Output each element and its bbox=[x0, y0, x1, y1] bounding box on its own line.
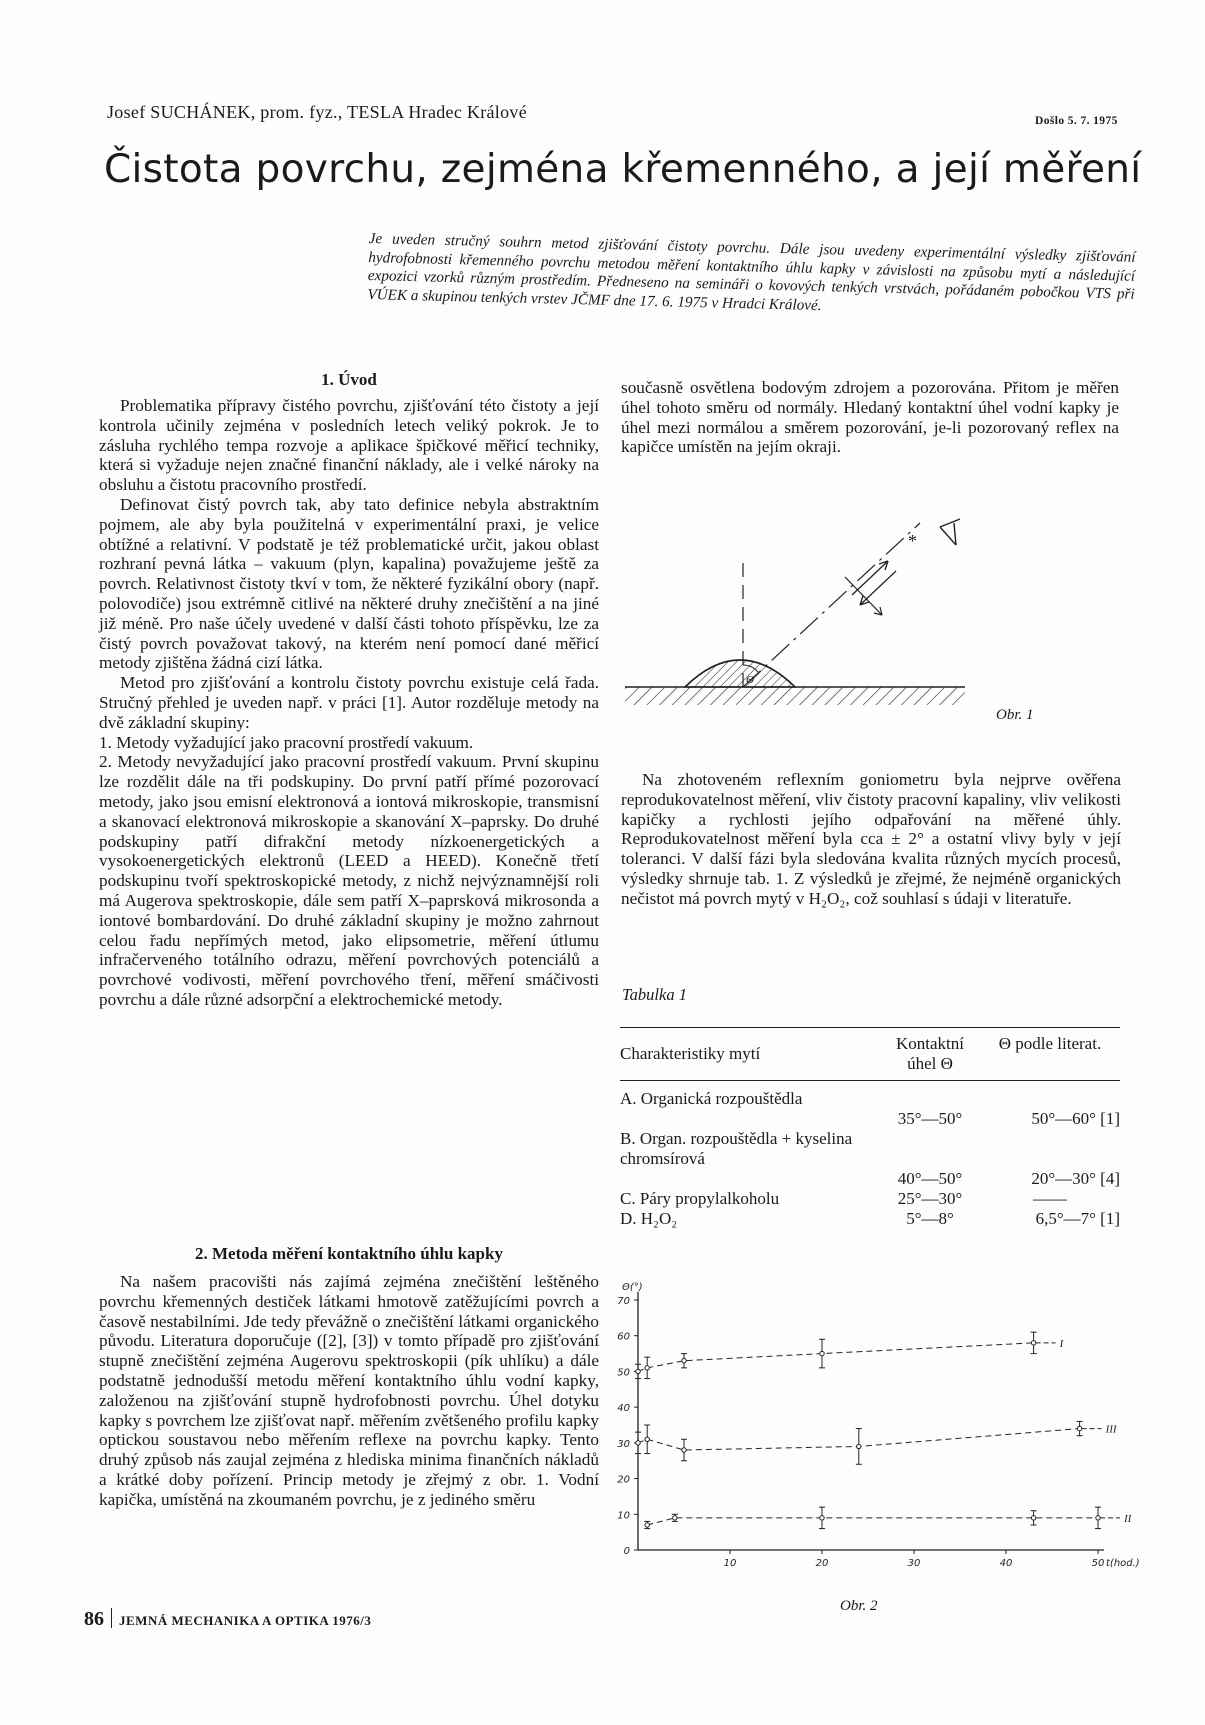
abstract: Je uveden stručný souhrn metod zjišťování čistoty povrchu. Dále jsou uvedeny experimentální výsledky zjišťování hydrofobnosti křemenného povrchu metodou měření kontaktního úhlu kapky v závislosti na způsobu mytí a následující expozici vzorků různým prostředím. Předneseno na semináři o kovových tenkých vrstvách, pořádaném pobočkou VTS při VÚEK a skupinou tenkých vrstev JČMF dne 17. 6. 1975 v Hradci Králové. bbox=[367, 230, 1136, 314]
table-header: Kontaktní úhel Θ bbox=[880, 1028, 980, 1081]
results-paragraph: Na zhotoveném reflexním goniometru byla nejprve ověřena reprodukovatelnost měření, vliv čistoty pracovní kapaliny, vliv velikosti kapičky a rychlosti jejího odpařování na měřené úhly. Reprodukovatelnost měření byla cca ± 2° a ostatní vlivy byly v její toleranci. V další fázi byla sledována kvalita různých mycích procesů, výsledky shrnuje tab. 1. Z výsledků je zřejmé, že nejméně organických nečistot má povrch mytý v H₂O₂, což souhlasí s údaji v literatuře. bbox=[621, 770, 1121, 908]
table-header-row bbox=[620, 1028, 1120, 1081]
data-point bbox=[636, 1441, 640, 1445]
continuation-paragraph: současně osvětlena bodovým zdrojem a pozorována. Přitom je měřen úhel tohoto směru od normály. Hledaný kontaktní úhel vodní kapky je úhel mezi normálou a směrem pozorování, je-li pozorovaný reflex na kapičce umístěn na jejím okraji. bbox=[621, 378, 1119, 457]
data-point bbox=[645, 1437, 649, 1441]
y-tick-label: 70 bbox=[617, 1296, 630, 1307]
intro-list-item: 2. Metody nevyžadující jako pracovní prostředí vakuum. První skupinu lze rozdělit dále na tři podskupiny. Do první patří přímé pozorovací metody, jako jsou emisní elektronová a iontová mikroskopie, transmisní a skanovací elektronová mikroskopie a skanování X–paprsky. Do druhé podskupiny patří difrakční metody nízkoenergetických a vysokoenergetických elektronů (LEED a HEED). Konečně třetí podskupinu tvoří spektroskopické metody, z nichž nejvýznamnější roli má Augerova spektroskopie, dále sem patří X–paprsková mikrosonda a iontové bombardování. Do druhé základní skupiny je možno zahrnout celou řadu nepřímých metod, jako elipsometrie, měření útlumu infračerveného totálního odrazu, měření povrchových potenciálů a povrchové vodivosti, měření povrchového tření, měření smáčivosti povrchu a dále různé adsorpční a elektrochemické metody. bbox=[99, 752, 599, 1009]
results-table bbox=[620, 1027, 1120, 1229]
y-tick-label: 0 bbox=[623, 1546, 630, 1557]
figure-2-chart bbox=[612, 1280, 1140, 1590]
table-row bbox=[620, 1189, 1120, 1209]
table-cell: D. H₂O₂ bbox=[620, 1209, 678, 1228]
journal-name: JEMNÁ MECHANIKA A OPTIKA 1976/3 bbox=[119, 1613, 372, 1628]
y-tick-label: 10 bbox=[617, 1510, 630, 1522]
figure-1-diagram bbox=[620, 515, 1040, 730]
received-date: Došlo 5. 7. 1975 bbox=[1035, 115, 1118, 127]
page-footer bbox=[84, 1608, 371, 1631]
data-point bbox=[682, 1359, 686, 1363]
intro-list-item: 1. Metody vyžadující jako pracovní prostředí vakuum. bbox=[99, 732, 474, 752]
crossing-mark bbox=[845, 577, 882, 615]
series-label: I bbox=[1059, 1337, 1064, 1350]
right-column-top bbox=[621, 378, 1119, 457]
method-paragraph: Na našem pracovišti nás zajímá zejména znečištění leštěného povrchu křemenných destiček látkami hmotově zatěžujícími povrch a časově nestabilními. Jde tedy převážně o znečištění látkami organického původu. Literatura doporučuje ([2], [3]) v tomto případě pro zjišťování stupně znečištění zejména Augerovu spektroskopii (pík uhlíku) a dále podstatně jednodušší metodu měření kontaktního úhlu vodní kapky, založenou na zjišťování stupně hydrofobnosti povrchu. Úhel dotyku kapky s povrchem lze zjišťovat např. měřením zvětšeného profilu kapky optickou soustavou nebo měřením reflexe na povrchu kapky. Tento druhý způsob nás zaujal zejména z hlediska minima finančních nákladů a krátké doby pořízení. Princip metody je zřejmý z obr. 1. Vodní kapička, umístěná na zkoumaném povrchu, je z jediného směru bbox=[99, 1272, 599, 1509]
y-tick-label: 20 bbox=[617, 1474, 630, 1486]
data-point bbox=[645, 1523, 649, 1527]
data-point bbox=[645, 1366, 649, 1370]
article-title: Čistota povrchu, zejména křemenného, a její měření bbox=[104, 147, 1142, 192]
x-tick-label: 40 bbox=[999, 1558, 1013, 1569]
y-tick-label: 40 bbox=[617, 1403, 630, 1415]
table-header: Θ podle literat. bbox=[980, 1028, 1120, 1081]
figure-1-caption: Obr. 1 bbox=[996, 707, 1034, 723]
data-point bbox=[636, 1369, 640, 1373]
series-label: II bbox=[1124, 1512, 1132, 1525]
y-tick-label: 50 bbox=[617, 1367, 630, 1379]
intro-paragraph: Problematika přípravy čistého povrchu, zjišťování této čistoty a její kontrola učinily zejména v posledních letech veliký pokrok. Je to zásluha rychlého tempa rozvoje a aplikace špičkové měřicí techniky, která si vyžaduje nejen značné finanční náklady, ale i velké nároky na obsluhu a čistotu pracovního prostředí. bbox=[99, 396, 599, 495]
series-label: III bbox=[1105, 1423, 1117, 1436]
table-row bbox=[620, 1209, 1120, 1229]
x-tick-label: 20 bbox=[815, 1558, 829, 1569]
right-column-results bbox=[621, 770, 1121, 909]
intro-body bbox=[99, 396, 599, 1010]
footer-divider bbox=[111, 1608, 112, 1628]
table-cell: 40°—50° bbox=[897, 1169, 963, 1188]
data-point bbox=[1096, 1516, 1100, 1520]
intro-paragraph: Definovat čistý povrch tak, aby tato definice nebyla abstraktním pojmem, ale aby byla použitelná v experimentální praxi, je velice obtížné a relativní. V podstatě je též problematické určit, jakou oblast rozhraní pevná látka – vakuum (plyn, kapalina) považujeme ještě za povrch. Relativnost čistoty tkví v tom, že některé fyzikální obory (např. polovodiče) jsou extrémně citlivé na některé druhy znečištění a na jiné již méně. Pro naše účely uvedené v další části tohoto příspěvku, lze za čistý povrch považovat takový, na kterém není pomocí dané měřicí metody zjištěna žádná cizí látka. bbox=[99, 494, 599, 673]
observation-line bbox=[743, 523, 920, 687]
data-point bbox=[1031, 1516, 1035, 1520]
table-cell: A. Organická rozpouštědla bbox=[620, 1089, 803, 1108]
light-arrows bbox=[852, 561, 896, 605]
data-point bbox=[1077, 1426, 1081, 1430]
point-source-star: * bbox=[908, 531, 917, 551]
theta-label: Θ bbox=[746, 674, 754, 686]
data-point bbox=[682, 1448, 686, 1452]
x-tick-label: 10 bbox=[723, 1558, 737, 1569]
data-point bbox=[673, 1516, 677, 1520]
series-line bbox=[638, 1343, 1034, 1372]
table-cell: —— bbox=[1033, 1189, 1067, 1208]
data-point bbox=[820, 1516, 824, 1520]
intro-paragraph: Metod pro zjišťování a kontrolu čistoty povrchu existuje celá řada. Stručný přehled je uveden např. v práci [1]. Autor rozděluje metody na dvě základní skupiny: bbox=[99, 673, 599, 732]
x-tick-label: 30 bbox=[907, 1558, 921, 1569]
page-number: 86 bbox=[84, 1608, 104, 1630]
substrate bbox=[625, 687, 965, 705]
table-cell: 5°—8° bbox=[906, 1209, 954, 1228]
figure-2-caption: Obr. 2 bbox=[840, 1598, 878, 1614]
y-tick-label: 30 bbox=[617, 1438, 630, 1450]
data-point bbox=[1031, 1341, 1035, 1345]
table-header: Charakteristiky mytí bbox=[620, 1028, 880, 1081]
y-axis-label: Θ(°) bbox=[622, 1282, 643, 1293]
water-droplet bbox=[685, 660, 795, 687]
table-cell: 20°—30° [4] bbox=[1031, 1169, 1120, 1188]
method-body bbox=[99, 1272, 599, 1510]
section-heading-intro: 1. Úvod bbox=[321, 370, 377, 389]
table-cell: 50°—60° [1] bbox=[1031, 1109, 1120, 1128]
table-caption: Tabulka 1 bbox=[622, 985, 687, 1004]
table-row bbox=[620, 1129, 1120, 1189]
data-point bbox=[820, 1351, 824, 1355]
table-cell: 35°—50° bbox=[897, 1109, 963, 1128]
author-line: Josef SUCHÁNEK, prom. fyz., TESLA Hradec Králové bbox=[107, 102, 527, 122]
eye-symbol bbox=[940, 519, 960, 545]
table-cell: B. Organ. rozpouštědla + kyselina chromsírová bbox=[620, 1129, 853, 1168]
section-heading-method: 2. Metoda měření kontaktního úhlu kapky bbox=[195, 1244, 503, 1263]
series-line bbox=[647, 1518, 1098, 1525]
y-tick-label: 60 bbox=[617, 1331, 630, 1343]
table-cell: C. Páry propylalkoholu bbox=[620, 1189, 780, 1208]
table-cell: 25°—30° bbox=[897, 1189, 963, 1208]
table-row bbox=[620, 1081, 1120, 1130]
x-axis-label: t(hod.) bbox=[1106, 1558, 1140, 1569]
x-tick-label: 50 bbox=[1091, 1558, 1105, 1569]
data-point bbox=[857, 1444, 861, 1448]
table-cell: 6,5°—7° [1] bbox=[1035, 1209, 1120, 1228]
